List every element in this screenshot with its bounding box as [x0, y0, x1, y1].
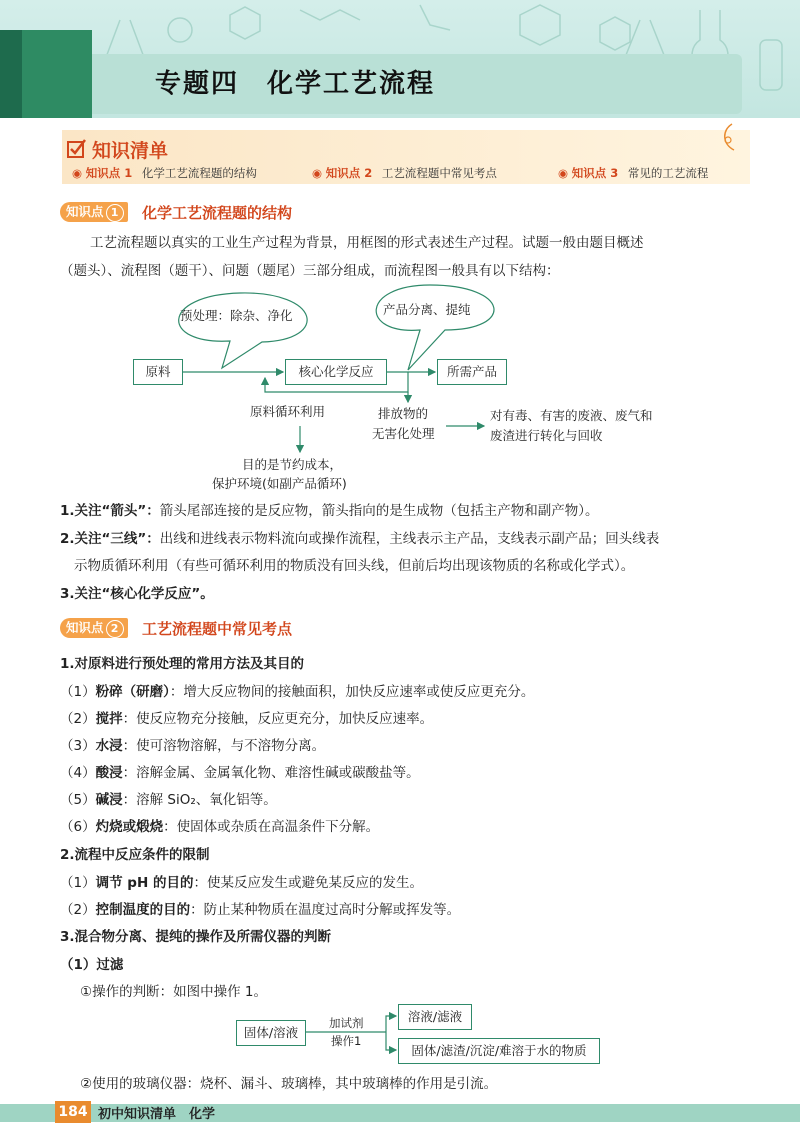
intro-line-1: 工艺流程题以真实的工业生产过程为背景，用框图的形式表述生产过程。试题一般由题目概述 — [90, 235, 644, 251]
subheading-2: 2.流程中反应条件的限制 — [60, 847, 210, 863]
filter-op-label-1: 加试剂 — [329, 1016, 364, 1030]
page-title: 专题四 化学工艺流程 — [155, 69, 436, 99]
bubble-separate: 产品分离、提纯 — [383, 302, 471, 317]
filter-glassware: ②使用的玻璃仪器：烧杯、漏斗、玻璃棒，其中玻璃棒的作用是引流。 — [80, 1076, 498, 1092]
section-badge-1: 知识点 1 — [60, 202, 128, 222]
discharge-label-2: 无害化处理 — [372, 426, 435, 441]
checklist-item-1: ◉ 知识点 1 化学工艺流程题的结构 — [72, 166, 257, 180]
point-2: 2.关注“三线”：出线和进线表示物料流向或操作流程，主线表示主产品，支线表示副产品；回头线表 — [60, 531, 660, 547]
checklist-item-3: ◉ 知识点 3 常见的工艺流程 — [558, 166, 709, 180]
list-item: （6）灼烧或煅烧：使固体或杂质在高温条件下分解。 — [60, 819, 380, 835]
checklist-item-2: ◉ 知识点 2 工艺流程题中常见考点 — [312, 166, 497, 180]
list-item: （3）水浸：使可溶物溶解，与不溶物分离。 — [60, 738, 326, 754]
goal-label-1: 目的是节约成本， — [242, 457, 343, 472]
list-item: （2）搅拌：使反应物充分接触，反应更充分，加快反应速率。 — [60, 711, 434, 727]
discharge-label-1: 排放物的 — [378, 406, 429, 421]
list-item: （1）粉碎（研磨）：增大反应物间的接触面积，加快反应速率或使反应更充分。 — [60, 684, 535, 700]
point-2-continued: 示物质循环利用（有些可循环利用的物质没有回头线，但前后均出现该物质的名称或化学式）。 — [74, 558, 635, 574]
footer-label: 初中知识清单 化学 — [98, 1107, 216, 1122]
filter-op-label-2: 操作1 — [331, 1034, 362, 1048]
bubble-pretreat: 预处理：除杂、净化 — [180, 308, 293, 323]
section-title-2: 工艺流程题中常见考点 — [142, 620, 293, 638]
residue-box: 固体/滤渣/沉淀/难溶于水的物质 — [398, 1038, 600, 1064]
point-3: 3.关注“核心化学反应”。 — [60, 586, 214, 602]
core-reaction-box: 核心化学反应 — [285, 359, 387, 385]
raw-material-box: 原料 — [133, 359, 183, 385]
filter-judgement: ①操作的判断：如图中操作 1。 — [80, 984, 267, 1000]
treatment-label-2: 废渣进行转化与回收 — [490, 428, 603, 443]
subheading-1: 1.对原料进行预处理的常用方法及其目的 — [60, 656, 305, 672]
list-item: （4）酸浸：溶解金属、金属氧化物、难溶性碱或碳酸盐等。 — [60, 765, 420, 781]
filter-input-box: 固体/溶液 — [236, 1020, 306, 1046]
intro-line-2: （题头）、流程图（题干）、问题（题尾）三部分组成，而流程图一般具有以下结构： — [60, 263, 560, 279]
list-item: （1）调节 pH 的目的：使某反应发生或避免某反应的发生。 — [60, 875, 423, 891]
goal-label-2: 保护环境(如副产品循环) — [212, 476, 347, 491]
section-badge-2: 知识点 2 — [60, 618, 128, 638]
point-1: 1.关注“箭头”：箭头尾部连接的是反应物，箭头指向的是生成物（包括主产物和副产物）。 — [60, 503, 599, 519]
page-number: 184 — [55, 1101, 91, 1123]
list-item: （5）碱浸：溶解 SiO₂、氧化铝等。 — [60, 792, 277, 808]
filtrate-box: 溶液/滤液 — [398, 1004, 472, 1030]
bullet-icon: ◉ — [72, 166, 83, 180]
section-title-1: 化学工艺流程题的结构 — [142, 204, 293, 222]
treatment-label-1: 对有毒、有害的废液、废气和 — [490, 408, 653, 423]
filter-heading: （1）过滤 — [60, 957, 124, 973]
subheading-3: 3.混合物分离、提纯的操作及所需仪器的判断 — [60, 929, 332, 945]
recycle-label: 原料循环利用 — [250, 404, 326, 419]
bullet-icon: ◉ — [312, 166, 323, 180]
product-box: 所需产品 — [437, 359, 507, 385]
checklist-title: 知识清单 — [92, 140, 169, 162]
bullet-icon: ◉ — [558, 166, 569, 180]
list-item: （2）控制温度的目的：防止某种物质在温度过高时分解或挥发等。 — [60, 902, 461, 918]
